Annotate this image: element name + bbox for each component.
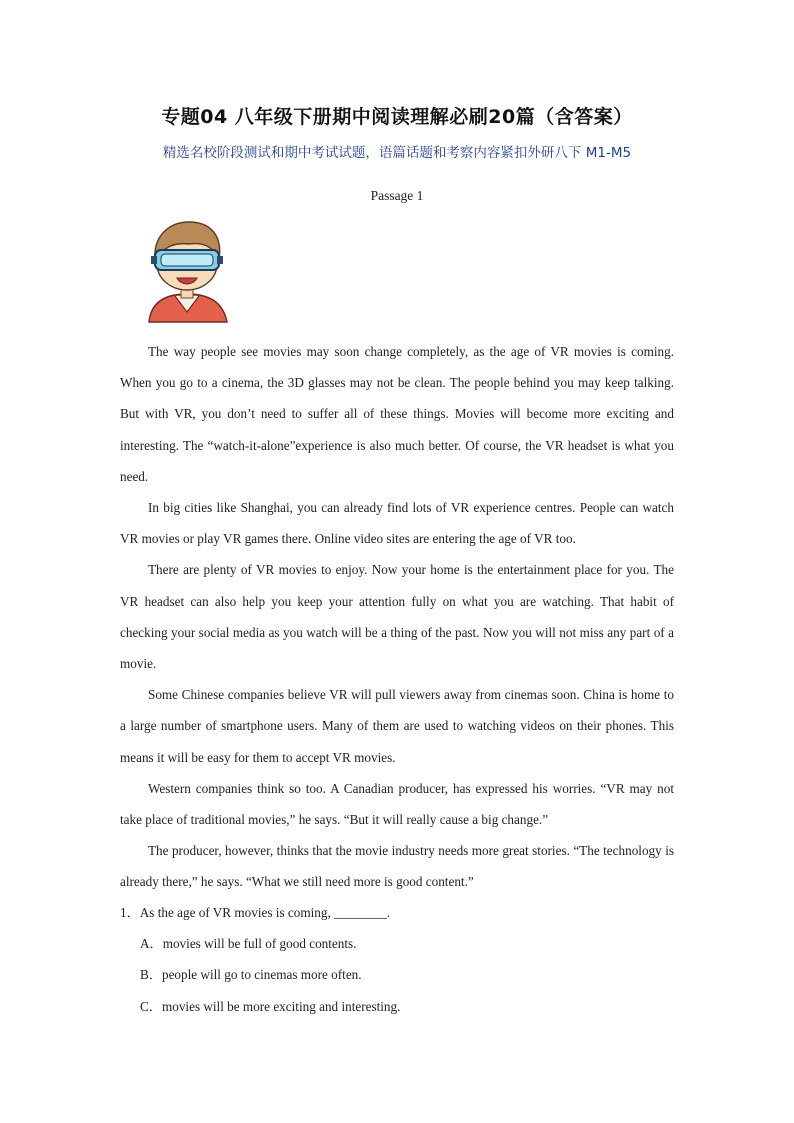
passage-label: Passage 1 [370,188,424,203]
paragraph-5: Western companies think so too. A Canadian producer, has expressed his worries. “VR may not take place of traditional movies,” he says. “But it will really cause a big change.” [120,780,674,828]
vr-boy-illustration [143,216,231,324]
paragraph-4: Some Chinese companies believe VR will pull viewers away from cinemas soon. China is home to a large number of smartphone users. Many of them are used to watching videos on their phones. This means it will be easy for them to accept VR movies. [120,687,674,765]
document-subtitle: 精选名校阶段测试和期中考试试题，语篇话题和考察内容紧扣外研八下 M1-M5 [162,145,632,161]
paragraph-3: There are plenty of VR movies to enjoy. Now your home is the entertainment place for you. The VR headset can also help you keep your attention fully on what you are watching. That habit of checking your social media as you watch will be a thing of the past. Now you will not miss any part of a movie. [120,562,674,672]
question-stem: 1．As the age of VR movies is coming, ________. [120,905,391,920]
document-title: 专题04 八年级下册期中阅读理解必刷20篇（含答案） [161,106,633,128]
paragraph-6: The producer, however, thinks that the movie industry needs more great stories. “The technology is already there,” he says. “What we still need more is good content.” [120,843,674,890]
option-c: C．movies will be more exciting and interesting. [140,998,401,1014]
option-a: A．movies will be full of good contents. [140,936,357,952]
passage-body [120,336,674,898]
option-b: B．people will go to cinemas more often. [140,967,362,983]
paragraph-2: In big cities like Shanghai, you can already find lots of VR experience centres. People can watch VR movies or play VR games there. Online video sites are entering the age of VR too. [120,500,674,547]
vr-headset-lens [161,254,213,266]
vr-headset-strap-left [151,256,157,264]
paragraph-1: The way people see movies may soon change completely, as the age of VR movies is coming. When you go to a cinema, the 3D glasses may not be clean. The people behind you may keep talking. But with VR, you don’t need to suffer all of these things. Movies will become more exciting and interesting. The “watch-it-alone”experience is also much better. Of course, the VR headset is what you need. [120,344,674,484]
vr-headset-strap-right [217,256,223,264]
question-1 [120,897,674,1022]
